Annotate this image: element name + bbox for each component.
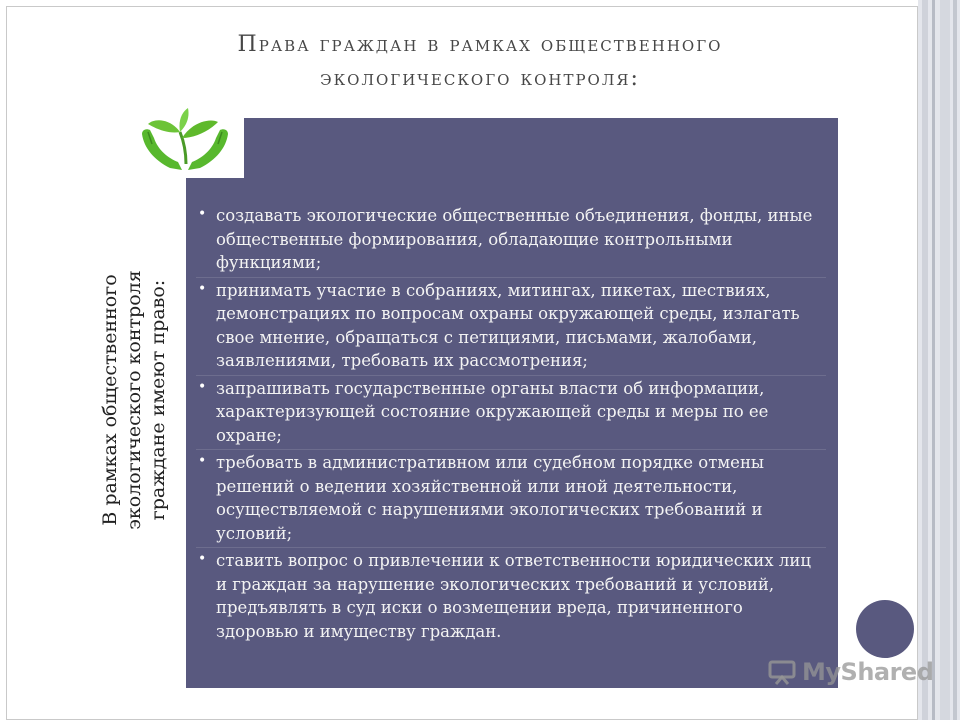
rail-stripe <box>932 0 935 720</box>
list-item <box>196 549 826 645</box>
rights-list <box>196 204 826 647</box>
divider <box>196 449 826 450</box>
list-item-text: ставить вопрос о привлечении к ответственности юридических лиц и граждан за нарушение экологических требований и условий, предъявлять в суд иски о возмещении вреда, причиненного здоровью и имуществу граждан. <box>216 551 811 641</box>
bullet-icon: • <box>198 378 207 395</box>
rights-intro-label: В рамках общественного экологического контроля граждане имеют право: <box>99 270 169 530</box>
bullet-icon: • <box>198 453 207 469</box>
logo <box>126 108 244 178</box>
list-item <box>196 377 826 450</box>
rail-stripe <box>940 0 950 720</box>
rail-stripe <box>922 0 928 720</box>
list-item <box>196 204 826 277</box>
rail-stripe <box>953 0 957 720</box>
page-title-line-2: экологического контроля: <box>320 66 640 91</box>
divider <box>196 547 826 548</box>
list-item <box>196 451 826 547</box>
bullet-icon: • <box>198 551 207 567</box>
presentation-board-icon <box>768 660 796 686</box>
list-item-text: запрашивать государственные органы власти об информации, характеризующей состояние окружающей среды и меры по ее охране; <box>216 378 769 445</box>
slide-edge-decoration <box>918 0 960 720</box>
page-title <box>120 28 840 96</box>
divider <box>196 375 826 376</box>
list-item <box>196 279 826 375</box>
list-item-text: требовать в административном или судебном порядке отмены решений о ведении хозяйственной или иной деятельности, осуществляемой с нарушениями экологических требований и условий; <box>216 453 765 543</box>
divider <box>196 277 826 278</box>
watermark-text: MyShared <box>802 658 934 686</box>
watermark <box>768 656 934 696</box>
rights-intro-label-box <box>98 190 194 610</box>
bullet-icon: • <box>198 280 207 297</box>
list-item-text: принимать участие в собраниях, митингах, пикетах, шествиях, демонстрациях по вопросам охраны окружающей среды, излагать свое мнение, обращаться с петициями, письмами, жалобами, заявлениями, требовать их рассмотрения; <box>216 280 800 370</box>
page-title-line-1: Права граждан в рамках общественного <box>237 32 723 57</box>
hands-holding-sprout-icon <box>134 108 236 176</box>
decorative-circle <box>856 600 914 658</box>
bullet-icon: • <box>198 206 207 222</box>
list-item-text: создавать экологические общественные объединения, фонды, иные общественные формирования, обладающие контрольными функциями; <box>216 206 813 272</box>
